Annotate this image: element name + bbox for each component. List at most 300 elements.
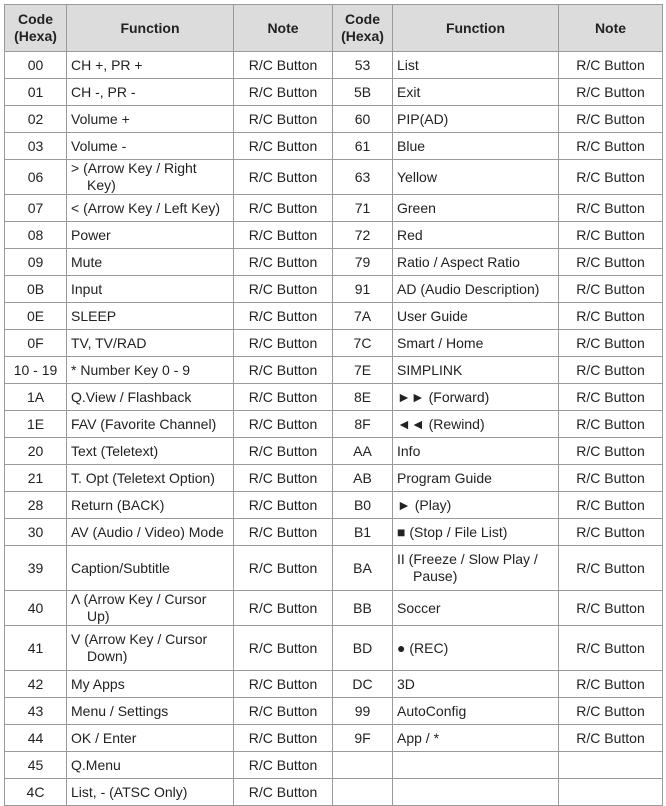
right-note-cell [559,626,663,671]
left-code-cell-text: 44 [27,729,44,746]
right-code-cell-text: 99 [354,702,371,719]
right-note-cell-text: R/C Button [576,415,645,432]
right-function-cell-text: Yellow [397,168,437,185]
left-function-cell-text: Q.Menu [71,756,121,773]
table-row [5,519,663,546]
left-code-cell-text: 03 [27,137,44,154]
right-code-cell [333,465,393,492]
left-note-cell [234,411,333,438]
table-row [5,465,663,492]
right-code-cell [333,725,393,752]
left-function-cell [67,546,234,591]
left-code-cell-text: 01 [27,83,44,100]
right-code-cell-text: 7E [353,361,372,378]
left-function-cell [67,438,234,465]
right-function-cell [393,519,559,546]
left-function-cell [67,276,234,303]
right-note-cell-text: R/C Button [576,83,645,100]
right-code-cell-text: 61 [354,137,371,154]
right-note-cell [559,752,663,779]
right-function-cell-text: ● (REC) [397,639,449,656]
left-note-cell-text: R/C Button [248,469,318,486]
right-code-cell [333,671,393,698]
header-code-label: Code [18,11,53,27]
right-note-cell [559,276,663,303]
right-function-cell-text: SIMPLINK [397,361,463,378]
right-note-cell [559,79,663,106]
right-code-cell [333,133,393,160]
right-function-cell [393,303,559,330]
left-function-cell-text: Volume + [71,110,130,127]
left-note-cell-text: R/C Button [248,226,318,243]
right-function-cell-text: App / * [397,729,440,746]
left-code-cell [5,52,67,79]
left-note-cell-text: R/C Button [248,729,318,746]
left-note-cell [234,519,333,546]
right-note-cell [559,160,663,195]
right-function-cell-text: User Guide [397,307,468,324]
left-note-cell [234,357,333,384]
left-function-cell-text: Return (BACK) [71,496,165,513]
left-note-cell [234,276,333,303]
right-code-cell-text: 91 [354,280,371,297]
right-note-cell-text: R/C Button [576,307,645,324]
right-code-cell-text: BB [353,599,372,616]
table-header [5,5,663,52]
left-function-cell [67,133,234,160]
left-code-cell [5,222,67,249]
left-code-cell-text: 00 [27,56,44,73]
right-function-cell [393,779,559,806]
right-function-cell-text: Red [397,226,423,243]
right-code-cell [333,546,393,591]
left-note-cell [234,698,333,725]
left-function-cell-text: < (Arrow Key / Left Key) [71,199,220,216]
right-note-cell [559,133,663,160]
right-function-cell [393,465,559,492]
right-note-cell [559,357,663,384]
right-function-cell [393,411,559,438]
table-row [5,411,663,438]
left-code-cell-text: 20 [27,442,44,459]
right-code-cell [333,52,393,79]
left-note-cell-text: R/C Button [248,137,318,154]
left-code-cell [5,752,67,779]
right-note-cell-text: R/C Button [576,137,645,154]
left-note-cell-text: R/C Button [248,756,318,773]
header-code-sublabel: (Hexa) [341,28,384,44]
right-function-cell [393,276,559,303]
left-note-cell-text: R/C Button [248,599,318,616]
left-function-cell [67,519,234,546]
right-code-cell-text: 7C [353,334,372,351]
right-function-cell [393,492,559,519]
right-function-cell [393,546,559,591]
right-function-cell [393,438,559,465]
left-note-cell [234,106,333,133]
left-function-cell [67,411,234,438]
table-row [5,303,663,330]
left-code-cell [5,411,67,438]
left-code-cell [5,698,67,725]
right-code-cell [333,626,393,671]
left-note-cell [234,222,333,249]
right-code-cell-text: 72 [354,226,371,243]
right-code-cell [333,357,393,384]
right-note-cell-text: R/C Button [576,361,645,378]
right-note-cell-text: R/C Button [576,599,645,616]
left-function-cell [67,195,234,222]
left-note-cell-text: R/C Button [248,675,318,692]
left-function-cell [67,330,234,357]
right-function-cell-text: List [397,56,419,73]
right-code-cell-text: BA [353,559,372,576]
right-code-cell [333,303,393,330]
table-row [5,546,663,591]
right-function-cell [393,698,559,725]
right-note-cell [559,725,663,752]
left-function-cell-text: Input [71,280,103,297]
header-note-left: Note [234,5,333,52]
left-note-cell-text: R/C Button [248,361,318,378]
right-code-cell [333,591,393,626]
table-row [5,79,663,106]
left-function-cell-text: AV (Audio / Video) Mode [71,523,224,540]
left-function-cell [67,303,234,330]
right-note-cell-text: R/C Button [576,559,645,576]
left-code-cell-text: 45 [27,756,44,773]
left-code-cell [5,384,67,411]
right-function-cell [393,626,559,671]
left-note-cell-text: R/C Button [248,496,318,513]
left-note-cell-text: R/C Button [248,280,318,297]
left-code-cell [5,465,67,492]
left-note-cell [234,492,333,519]
right-function-cell-text: Blue [397,137,426,154]
left-function-cell [67,671,234,698]
left-note-cell [234,546,333,591]
header-code-left [5,5,67,52]
left-function-cell-text: Volume - [71,137,127,154]
left-function-cell-text: Λ (Arrow Key / Cursor Up) [71,591,207,624]
right-function-cell-text: PIP(AD) [397,110,449,127]
left-code-cell-text: 0F [27,334,44,351]
right-code-cell-text: 79 [354,253,371,270]
left-function-cell-text: > (Arrow Key / Right Key) [71,160,197,193]
left-code-cell-text: 40 [27,599,44,616]
right-note-cell-text: R/C Button [576,442,645,459]
left-note-cell-text: R/C Button [248,56,318,73]
table-row [5,133,663,160]
header-code-sublabel: (Hexa) [14,28,57,44]
left-note-cell [234,438,333,465]
right-code-cell [333,492,393,519]
table-row [5,222,663,249]
left-code-cell [5,79,67,106]
right-code-cell [333,698,393,725]
table-row [5,591,663,626]
right-note-cell-text: R/C Button [576,110,645,127]
left-code-cell-text: 30 [27,523,44,540]
left-function-cell-text: My Apps [71,675,125,692]
left-note-cell-text: R/C Button [248,415,318,432]
left-code-cell [5,725,67,752]
left-note-cell-text: R/C Button [248,388,318,405]
left-code-cell [5,160,67,195]
left-function-cell [67,492,234,519]
right-code-cell-text: 71 [354,199,371,216]
left-function-cell-text: SLEEP [71,307,117,324]
left-function-cell-text: Text (Teletext) [71,442,159,459]
right-note-cell [559,546,663,591]
right-function-cell-text: ► (Play) [397,496,452,513]
right-note-cell-text: R/C Button [576,280,645,297]
right-note-cell-text: R/C Button [576,253,645,270]
left-function-cell-text: Caption/Subtitle [71,559,170,576]
left-note-cell [234,249,333,276]
left-note-cell [234,591,333,626]
left-function-cell [67,591,234,626]
left-function-cell-text: CH -, PR - [71,83,136,100]
right-note-cell-text: R/C Button [576,168,645,185]
left-code-cell-text: 08 [27,226,44,243]
left-function-cell [67,357,234,384]
left-note-cell [234,52,333,79]
left-note-cell-text: R/C Button [248,639,318,656]
right-code-cell [333,79,393,106]
right-code-cell-text: 7A [353,307,372,324]
right-code-cell-text: B0 [353,496,372,513]
right-function-cell-text: AutoConfig [397,702,467,719]
right-code-cell [333,438,393,465]
right-function-cell-text: 3D [397,675,415,692]
left-function-cell [67,106,234,133]
ir-code-table [4,4,663,806]
left-function-cell [67,626,234,671]
header-function-right: Function [393,5,559,52]
right-code-cell-text: AA [353,442,372,459]
left-code-cell-text: 28 [27,496,44,513]
right-note-cell [559,222,663,249]
left-function-cell-text: TV, TV/RAD [71,334,147,351]
right-function-cell-text: Program Guide [397,469,492,486]
left-code-cell-text: 07 [27,199,44,216]
left-code-cell [5,249,67,276]
table-row [5,276,663,303]
right-code-cell [333,752,393,779]
right-code-cell-text: 53 [354,56,371,73]
left-note-cell-text: R/C Button [248,110,318,127]
right-function-cell [393,79,559,106]
table-row [5,330,663,357]
left-code-cell-text: 1E [26,415,45,432]
table-row [5,671,663,698]
left-note-cell-text: R/C Button [248,559,318,576]
right-note-cell [559,779,663,806]
left-code-cell-text: 42 [27,675,44,692]
right-code-cell [333,519,393,546]
left-function-cell-text: List, - (ATSC Only) [71,783,188,800]
right-code-cell-text: 9F [354,729,371,746]
header-row [5,5,663,52]
right-code-cell [333,160,393,195]
left-note-cell-text: R/C Button [248,783,318,800]
right-code-cell-text: 5B [353,83,372,100]
right-note-cell-text: R/C Button [576,199,645,216]
right-note-cell-text: R/C Button [576,675,645,692]
header-note-right: Note [559,5,663,52]
right-note-cell [559,303,663,330]
right-code-cell-text: BD [352,639,373,656]
right-code-cell-text: 60 [354,110,371,127]
header-code-label: Code [345,11,380,27]
left-note-cell [234,752,333,779]
table-body [5,52,663,806]
right-note-cell [559,519,663,546]
left-note-cell [234,330,333,357]
right-function-cell [393,591,559,626]
right-function-cell [393,249,559,276]
table-row [5,779,663,806]
right-code-cell [333,330,393,357]
header-function-left: Function [67,5,234,52]
right-code-cell-text: B1 [353,523,372,540]
left-function-cell-text: CH +, PR + [71,56,143,73]
right-function-cell [393,106,559,133]
left-note-cell-text: R/C Button [248,442,318,459]
left-function-cell [67,725,234,752]
left-code-cell [5,626,67,671]
table-row [5,492,663,519]
right-code-cell-text: 8F [354,415,371,432]
right-note-cell-text: R/C Button [576,469,645,486]
right-note-cell [559,249,663,276]
left-function-cell-text: Menu / Settings [71,702,169,719]
table-row [5,249,663,276]
left-note-cell [234,303,333,330]
left-function-cell [67,384,234,411]
right-note-cell [559,492,663,519]
right-function-cell-text: Ratio / Aspect Ratio [397,253,520,270]
left-function-cell-text: * Number Key 0 - 9 [71,361,191,378]
left-code-cell-text: 0E [26,307,45,324]
left-code-cell [5,671,67,698]
left-note-cell [234,465,333,492]
left-function-cell-text: FAV (Favorite Channel) [71,415,217,432]
right-code-cell [333,222,393,249]
right-function-cell-text: Green [397,199,436,216]
left-function-cell-text: Power [71,226,111,243]
left-code-cell-text: 41 [27,639,44,656]
left-code-cell [5,276,67,303]
left-code-cell [5,195,67,222]
left-note-cell [234,160,333,195]
left-code-cell [5,438,67,465]
right-code-cell [333,195,393,222]
left-note-cell [234,384,333,411]
left-code-cell-text: 39 [27,559,44,576]
right-note-cell-text: R/C Button [576,388,645,405]
right-function-cell [393,133,559,160]
left-note-cell [234,133,333,160]
left-function-cell-text: OK / Enter [71,729,137,746]
left-function-cell-text: Q.View / Flashback [71,388,192,405]
right-function-cell-text: ■ (Stop / File List) [397,523,508,540]
table-row [5,52,663,79]
left-note-cell-text: R/C Button [248,83,318,100]
right-note-cell [559,438,663,465]
header-code-right [333,5,393,52]
left-code-cell-text: 02 [27,110,44,127]
left-function-cell [67,698,234,725]
right-code-cell-text: DC [352,675,373,692]
left-code-cell [5,330,67,357]
right-function-cell-text: Smart / Home [397,334,484,351]
right-code-cell [333,384,393,411]
right-note-cell [559,384,663,411]
left-code-cell [5,546,67,591]
right-code-cell [333,779,393,806]
right-note-cell [559,698,663,725]
left-code-cell [5,519,67,546]
left-note-cell-text: R/C Button [248,168,318,185]
left-note-cell-text: R/C Button [248,702,318,719]
table-row [5,438,663,465]
right-function-cell [393,671,559,698]
left-function-cell [67,249,234,276]
left-code-cell [5,133,67,160]
right-code-cell-text: 63 [354,168,371,185]
right-note-cell-text: R/C Button [576,639,645,656]
right-code-cell [333,411,393,438]
right-function-cell [393,160,559,195]
left-code-cell-text: 1A [26,388,45,405]
left-function-cell [67,779,234,806]
right-function-cell-text: AD (Audio Description) [397,280,540,297]
table-row [5,698,663,725]
right-code-cell-text: AB [353,469,372,486]
right-function-cell [393,725,559,752]
left-code-cell-text: 21 [27,469,44,486]
table-row [5,725,663,752]
right-function-cell [393,52,559,79]
table-row [5,357,663,384]
left-function-cell [67,79,234,106]
left-code-cell-text: 43 [27,702,44,719]
right-function-cell [393,384,559,411]
table-row [5,195,663,222]
table-row [5,106,663,133]
left-code-cell-text: 0B [26,280,45,297]
left-note-cell [234,671,333,698]
right-function-cell-text: II (Freeze / Slow Play / Pause) [397,551,538,584]
left-note-cell [234,195,333,222]
right-function-cell-text: ◄◄ (Rewind) [397,415,485,432]
left-code-cell [5,106,67,133]
right-note-cell-text: R/C Button [576,702,645,719]
right-note-cell-text: R/C Button [576,56,645,73]
left-code-cell-text: 09 [27,253,44,270]
right-note-cell [559,465,663,492]
right-note-cell [559,52,663,79]
right-code-cell-text: 8E [353,388,372,405]
left-note-cell-text: R/C Button [248,253,318,270]
right-function-cell [393,330,559,357]
right-code-cell [333,249,393,276]
left-note-cell [234,725,333,752]
left-function-cell-text: Mute [71,253,103,270]
left-note-cell-text: R/C Button [248,334,318,351]
